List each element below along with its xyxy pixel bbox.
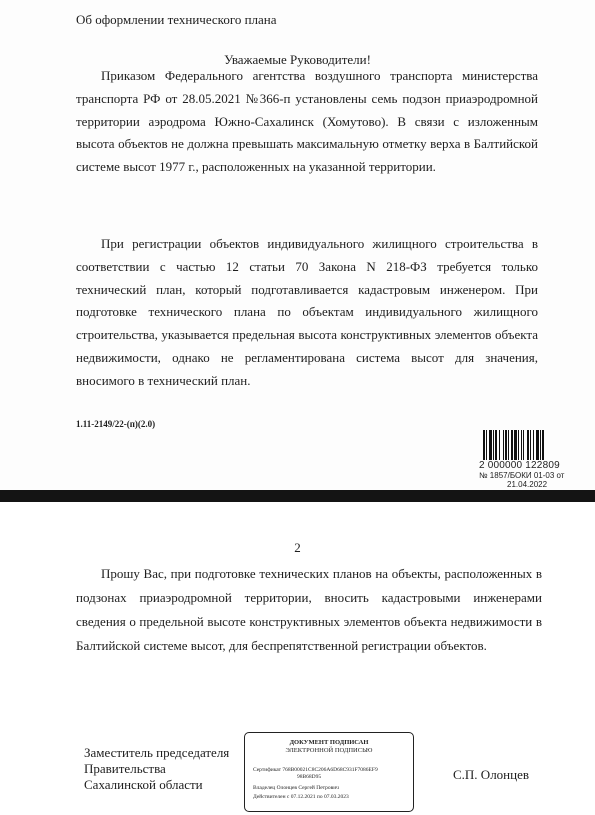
signer-name: С.П. Олонцев bbox=[453, 767, 530, 782]
stamp-header: ДОКУМЕНТ ПОДПИСАН bbox=[289, 739, 369, 746]
electronic-signature-stamp bbox=[244, 732, 414, 812]
letter-greeting: Уважаемые Руководители! bbox=[224, 52, 371, 67]
registration-date: 21.04.2022 bbox=[507, 480, 548, 489]
body-paragraph-2: При регистрации объектов индивидуального жилищного строительства в соответствии с частью 12 статьи 70 Закона N 218-ФЗ требуется только технический план, который подготавливается кадастровым инженером. При подготовке технического плана по объектам индивидуального жилищного строительства, указывается предельная высота конструктивных элементов объекта недвижимости, однако не регламентирована система высот для значения, вносимого в технический план. bbox=[76, 236, 538, 388]
signature-title-line-2: Правительства bbox=[84, 761, 166, 776]
stamp-validity: Действителен с 07.12.2021 по 07.03.2023 bbox=[253, 794, 349, 800]
barcode-image bbox=[483, 430, 569, 460]
signature-title-line-1: Заместитель председателя bbox=[84, 745, 230, 760]
stamp-subheader: ЭЛЕКТРОННОЙ ПОДПИСЬЮ bbox=[285, 747, 373, 754]
body-paragraph-1: Приказом Федерального агентства воздушного транспорта министерства транспорта РФ от 28.05.2021 №366-п установлены семь подзон приаэродромной территории аэродрома Южно-Сахалинск (Хомутово). В связи с изложенным высота объектов не должна превышать максимальную отметку верха в Балтийской системе высот 1977 г., расположенных на указанной территории. bbox=[76, 68, 538, 175]
page-number: 2 bbox=[294, 540, 301, 555]
barcode-number: 2 000000 122809 bbox=[479, 460, 560, 471]
signature-title-line-3: Сахалинской области bbox=[84, 777, 203, 792]
letter-subject: Об оформлении технического плана bbox=[76, 12, 277, 27]
stamp-owner: Владелец Олонцев Сергей Петрович bbox=[253, 785, 339, 791]
request-paragraph: Прошу Вас, при подготовке технических планов на объекты, расположенных в подзонах приаэродромной территории, вносить кадастровыми инженерами сведения о предельной высоте конструктивных элементов объекта недвижимости в Балтийской системе высот, для беспрепятственной регистрации объектов. bbox=[76, 566, 542, 653]
stamp-certificate: Сертификат 768B00021C8C206A6D68C931F7086EF9 bbox=[253, 767, 378, 773]
stamp-certificate-cont: 98B68D95 bbox=[297, 774, 322, 780]
letter-page-2 bbox=[0, 502, 595, 815]
page-separator bbox=[0, 490, 595, 502]
document-number: 1.11-2149/22-(п)(2.0) bbox=[76, 419, 156, 429]
registration-number: № 1857/БОКИ 01-03 от bbox=[479, 471, 565, 480]
